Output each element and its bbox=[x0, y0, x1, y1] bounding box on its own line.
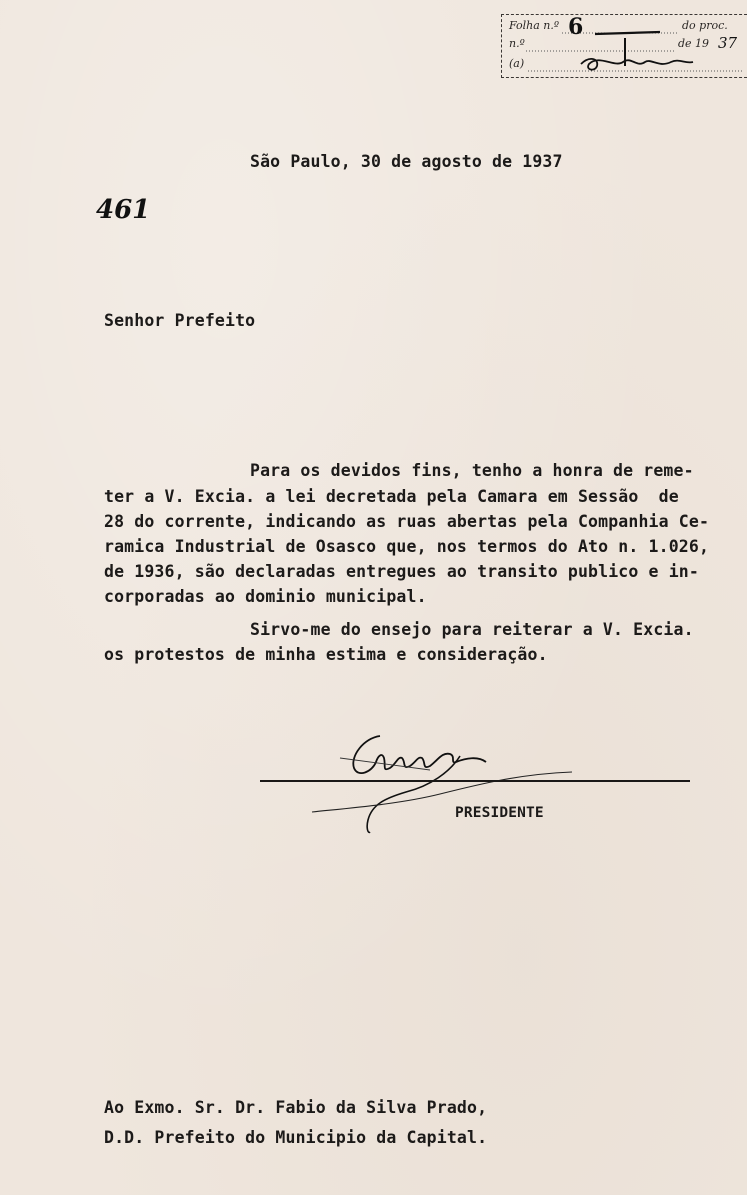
dateline: São Paulo, 30 de agosto de 1937 bbox=[250, 152, 563, 171]
handwritten-signature bbox=[310, 728, 590, 838]
addressee-line: Ao Exmo. Sr. Dr. Fabio da Silva Prado, bbox=[104, 1098, 488, 1117]
signature-line bbox=[260, 780, 690, 782]
paragraph1-line: ter a V. Excia. a lei decretada pela Camara em Sessão de bbox=[104, 487, 679, 506]
stamp-label-do-proc: do proc. bbox=[682, 19, 728, 32]
paragraph1-line: ramica Industrial de Osasco que, nos termos do Ato n. 1.026, bbox=[104, 537, 710, 556]
stamp-label-folha: Folha n.º bbox=[509, 19, 560, 32]
paragraph1-line: corporadas ao dominio municipal. bbox=[104, 587, 427, 606]
addressee-line: D.D. Prefeito do Municipio da Capital. bbox=[104, 1128, 488, 1147]
paragraph1-line: 28 do corrente, indicando as ruas abertas pela Companhia Ce- bbox=[104, 512, 710, 531]
signature-title: PRESIDENTE bbox=[455, 805, 544, 821]
stamp-label-n: n.º bbox=[509, 37, 525, 50]
folio-year-handwritten: 37 bbox=[718, 34, 738, 52]
stamp-handwritten-marks bbox=[575, 18, 705, 78]
page-number-handwritten: 461 bbox=[96, 195, 151, 225]
paragraph1-line: Para os devidos fins, tenho a honra de reme- bbox=[250, 461, 694, 480]
folio-number-handwritten: 6 bbox=[568, 14, 584, 40]
paragraph2-line: os protestos de minha estima e consideração. bbox=[104, 645, 548, 664]
salutation: Senhor Prefeito bbox=[104, 311, 256, 330]
stamp-label-de: de 19 bbox=[678, 37, 710, 50]
paragraph1-line: de 1936, são declaradas entregues ao transito publico e in- bbox=[104, 562, 699, 581]
stamp-label-a: (a) bbox=[509, 57, 525, 70]
paragraph2-line: Sirvo-me do ensejo para reiterar a V. Excia. bbox=[250, 620, 694, 639]
